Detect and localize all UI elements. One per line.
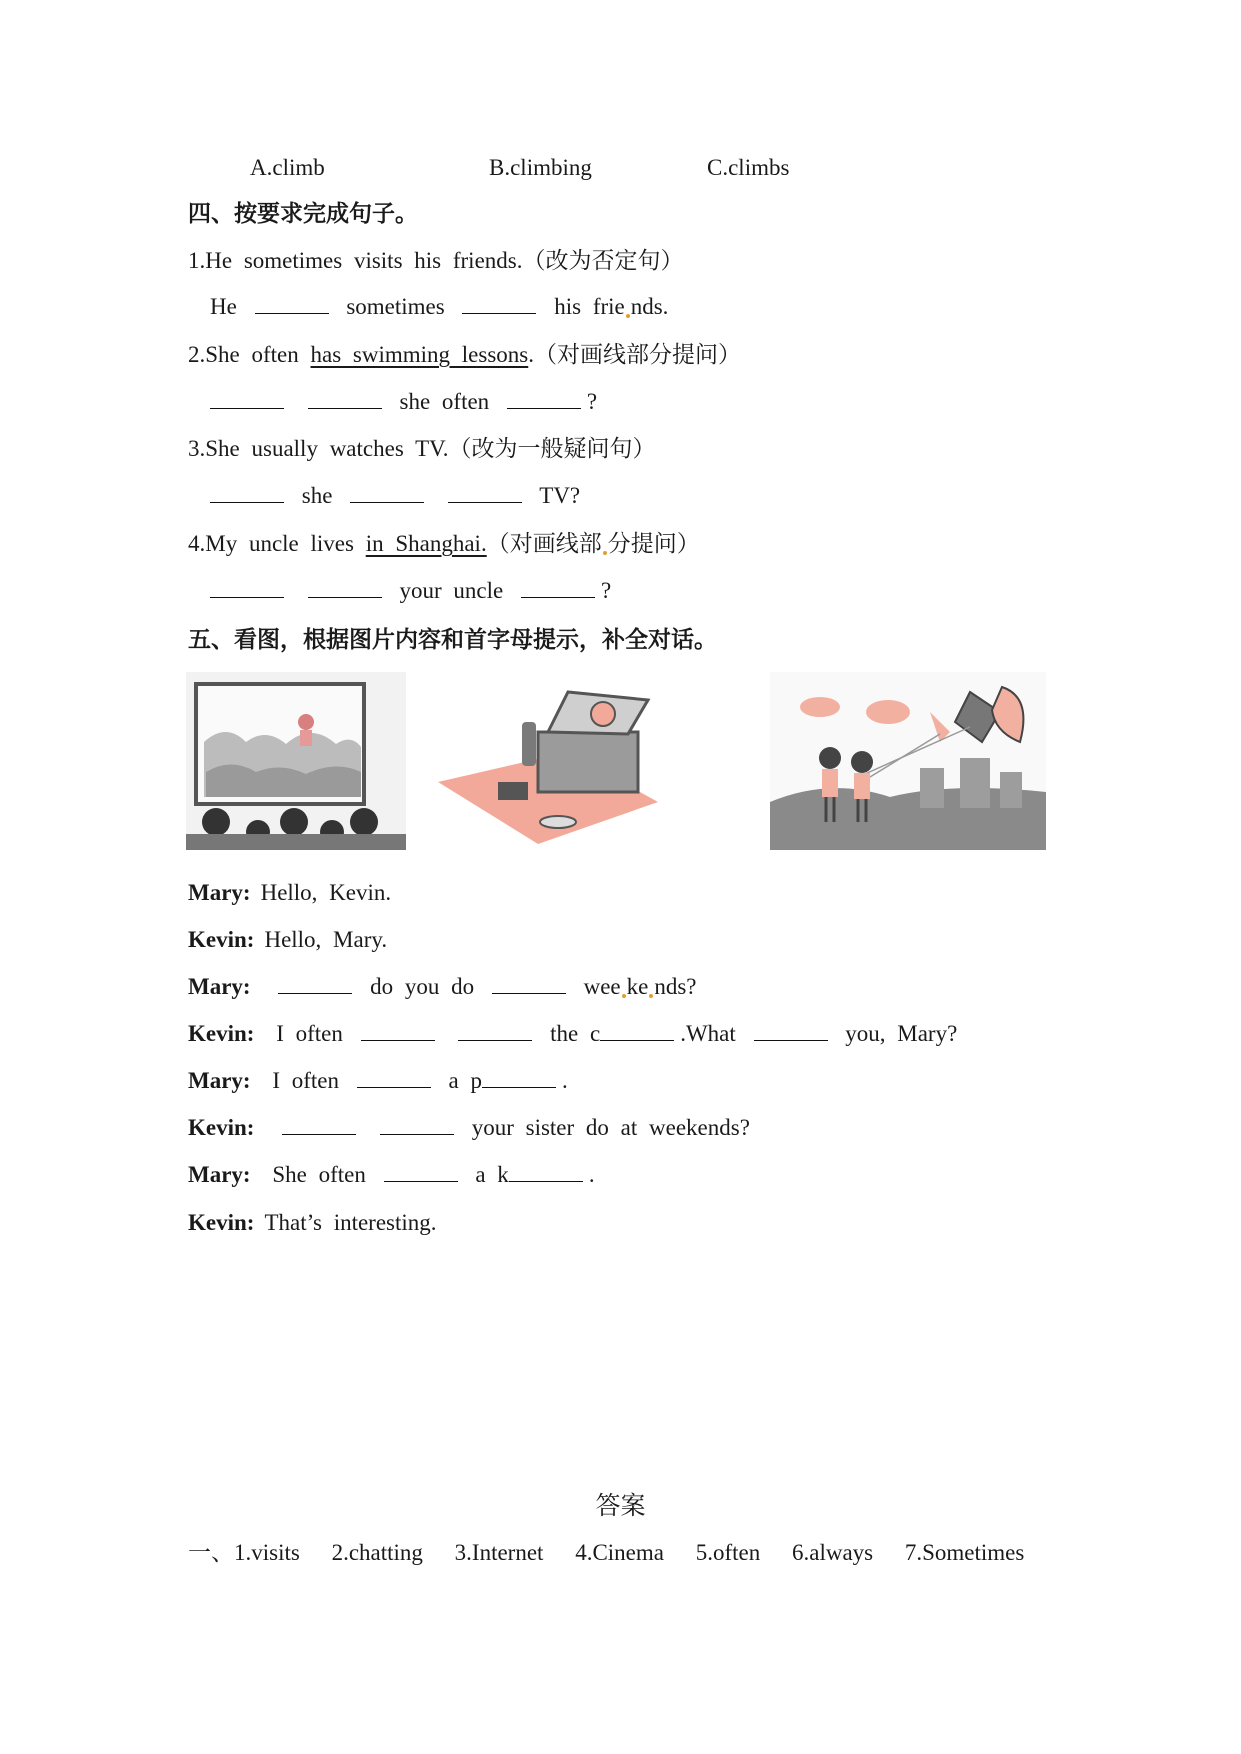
answer-item: 2.chatting [331, 1540, 423, 1565]
q4-answer: your uncle ? [210, 576, 611, 606]
blank[interactable] [282, 1116, 356, 1135]
dialogue-line: Kevin: That’s interesting. [188, 1210, 437, 1235]
section4-title: 四、按要求完成句子。 [188, 201, 418, 226]
blank[interactable] [600, 1022, 674, 1041]
blank[interactable] [384, 1163, 458, 1182]
answer-item: 6.always [792, 1540, 874, 1565]
blank[interactable] [308, 390, 382, 409]
blank[interactable] [278, 975, 352, 994]
blank[interactable] [210, 390, 284, 409]
dialogue-line: Mary: do you do wee ke nds? [188, 974, 697, 999]
blank[interactable] [492, 975, 566, 994]
q3-sentence: 3.She usually watches TV.（改为一般疑问句） [188, 436, 656, 461]
q2-answer: she often ? [210, 387, 597, 417]
mark-dot [649, 994, 653, 998]
answers-line: 一、1.visits 2.chatting 3.Internet 4.Cinema 5.often 6.always 7.Sometimes [188, 1540, 1025, 1565]
blank[interactable] [210, 484, 284, 503]
blank[interactable] [754, 1022, 828, 1041]
q4-sentence: 4.My uncle lives in Shanghai.（对画线部 分提问） [188, 531, 700, 556]
dialogue-line: Kevin: Hello, Mary. [188, 927, 388, 952]
blank[interactable] [507, 390, 581, 409]
section5-title: 五、看图，根据图片内容和首字母提示，补全对话。 [188, 627, 717, 652]
blank[interactable] [350, 484, 424, 503]
blank[interactable] [482, 1069, 556, 1088]
blank[interactable] [255, 295, 329, 314]
blank[interactable] [380, 1116, 454, 1135]
q1-answer: He sometimes his frie nds. [210, 294, 669, 319]
answer-item: 7.Sometimes [904, 1540, 1025, 1565]
blank[interactable] [521, 579, 595, 598]
option-a: A.climb [250, 155, 325, 180]
blank[interactable] [448, 484, 522, 503]
mark-dot [622, 994, 626, 998]
answer-item: 3.Internet [454, 1540, 544, 1565]
blank[interactable] [308, 579, 382, 598]
picnic-picture [418, 672, 680, 850]
dialogue-line: Mary: She often a k . [188, 1162, 595, 1187]
q3-answer: she TV? [210, 481, 580, 511]
mark-dot [626, 314, 630, 318]
dialogue-line: Mary: Hello, Kevin. [188, 880, 392, 905]
blank[interactable] [210, 579, 284, 598]
blank[interactable] [357, 1069, 431, 1088]
kite-picture [770, 672, 1046, 850]
cinema-picture [186, 672, 406, 850]
blank[interactable] [361, 1022, 435, 1041]
dialogue-line: Mary: I often a p . [188, 1068, 568, 1093]
answer-item: 4.Cinema [575, 1540, 664, 1565]
q2-sentence: 2.She often has swimming lessons.（对画线部分提问） [188, 342, 741, 367]
answers-title: 答案 [595, 1493, 646, 1520]
dialogue-line: Kevin: I often the c .What you, Mary? [188, 1021, 958, 1046]
blank[interactable] [462, 295, 536, 314]
option-c: C.climbs [707, 155, 790, 180]
blank[interactable] [509, 1163, 583, 1182]
option-b: B.climbing [489, 155, 592, 180]
answer-item: 5.often [695, 1540, 761, 1565]
blank[interactable] [458, 1022, 532, 1041]
answer-item: 1.visits [234, 1540, 300, 1565]
dialogue-line: Kevin: your sister do at weekends? [188, 1115, 750, 1140]
q1-sentence: 1.He sometimes visits his friends.（改为否定句） [188, 248, 684, 273]
mark-dot [603, 551, 607, 555]
